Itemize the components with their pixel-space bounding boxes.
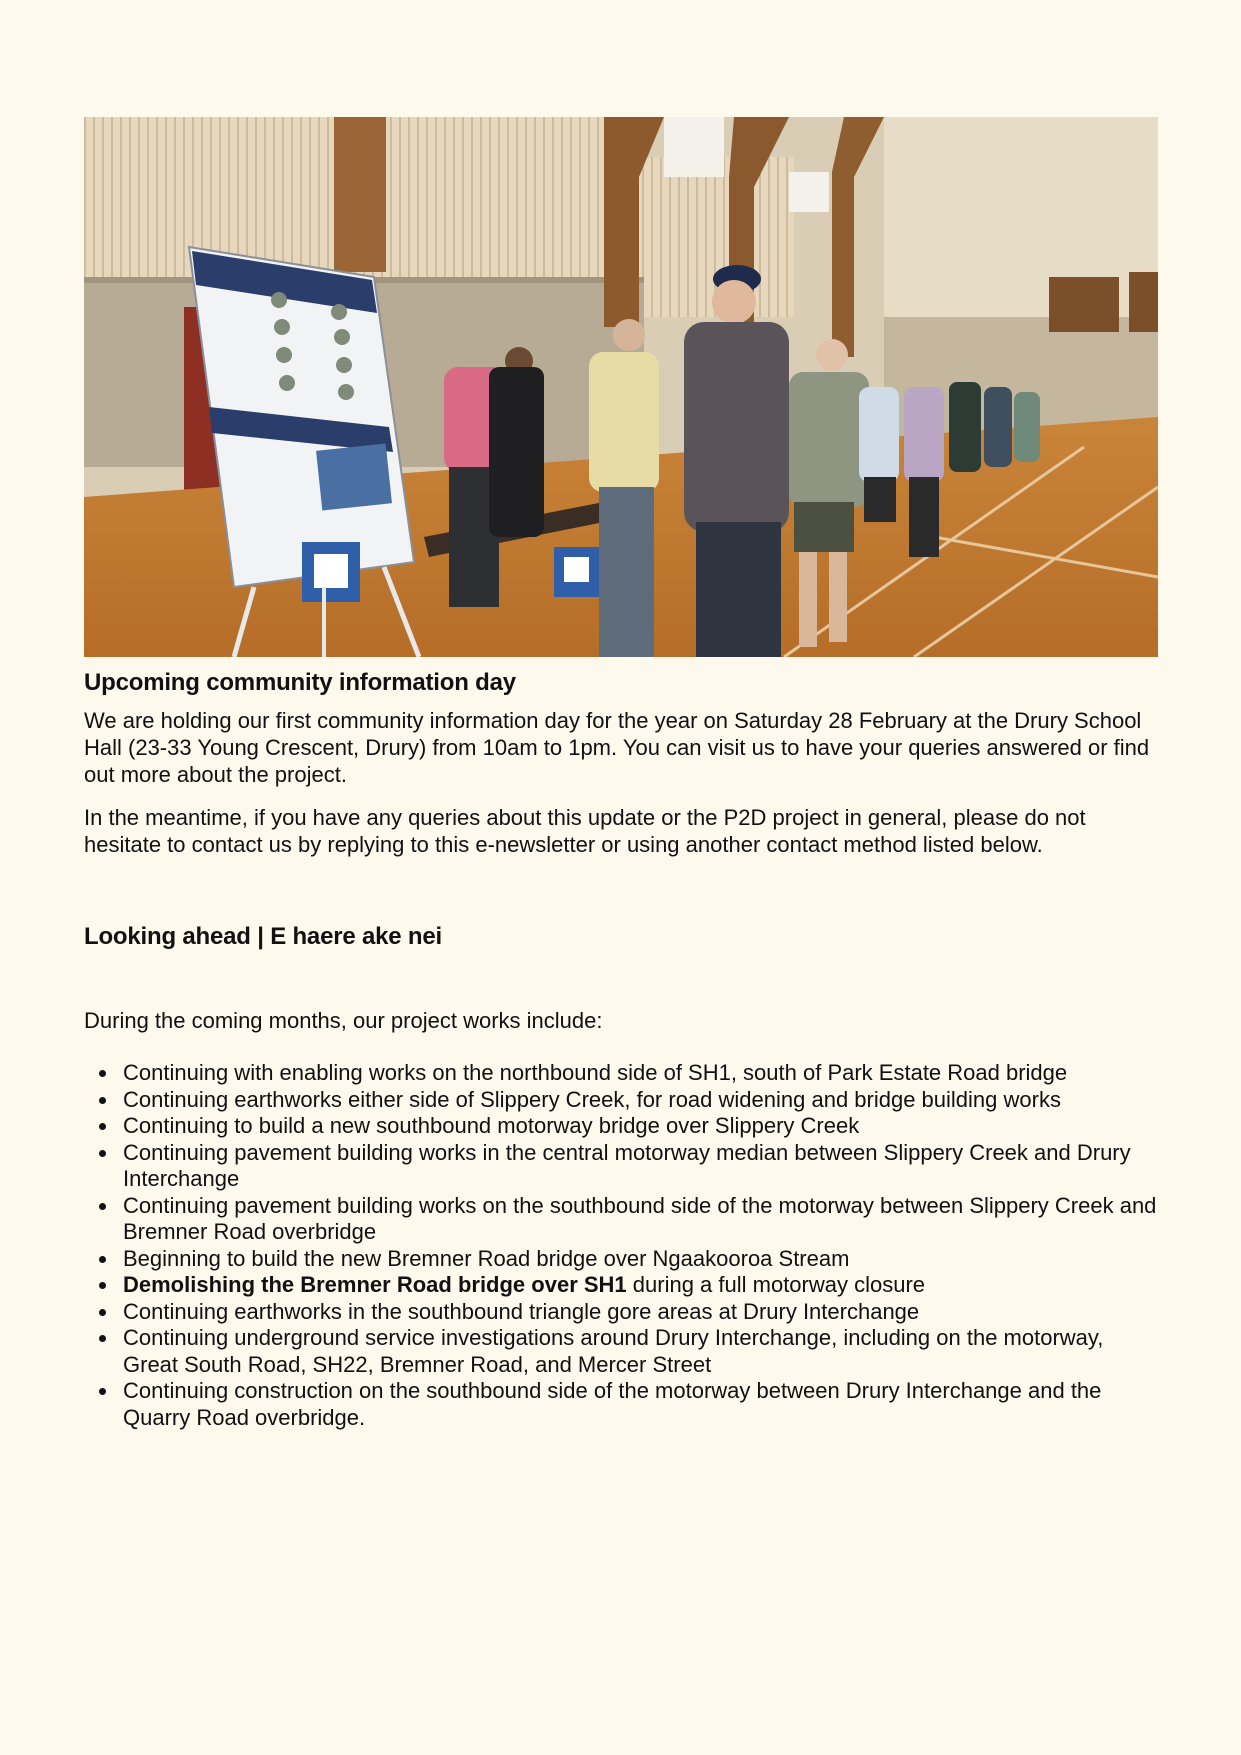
community-event-photo xyxy=(84,117,1158,657)
upcoming-heading: Upcoming community information day xyxy=(84,669,516,696)
page-content xyxy=(84,117,1158,1431)
list-item: Continuing to build a new southbound motorway bridge over Slippery Creek xyxy=(123,1113,1158,1140)
list-item: Continuing pavement building works in the central motorway median between Slippery Creek and Drury Interchange xyxy=(123,1140,1158,1193)
upcoming-paragraph-1: We are holding our first community information day for the year on Saturday 28 February at the Drury School Hall (23-33 Young Crescent, Drury) from 10am to 1pm. You can visit us to have your queries answered or find out more about the project. xyxy=(84,708,1150,787)
list-item: Continuing earthworks in the southbound triangle gore areas at Drury Interchange xyxy=(123,1299,1158,1326)
works-list xyxy=(84,1060,1158,1431)
list-item: Continuing construction on the southbound side of the motorway between Drury Interchange and the Quarry Road overbridge. xyxy=(123,1378,1158,1431)
list-item: Continuing with enabling works on the northbound side of SH1, south of Park Estate Road bridge xyxy=(123,1060,1158,1087)
list-item: Beginning to build the new Bremner Road bridge over Ngaakooroa Stream xyxy=(123,1246,1158,1273)
upcoming-paragraph-2: In the meantime, if you have any queries about this update or the P2D project in general, please do not hesitate to contact us by replying to this e-newsletter or using another contact method listed below. xyxy=(84,805,1086,857)
list-item: Demolishing the Bremner Road bridge over SH1 during a full motorway closure xyxy=(123,1272,1158,1299)
list-item: Continuing earthworks either side of Slippery Creek, for road widening and bridge building works xyxy=(123,1087,1158,1114)
list-item: Continuing pavement building works on the southbound side of the motorway between Slippery Creek and Bremner Road overbridge xyxy=(123,1192,1157,1244)
looking-ahead-intro: During the coming months, our project works include: xyxy=(84,1008,603,1033)
photo-community-event-icon xyxy=(84,117,1158,657)
list-item: Continuing underground service investigations around Drury Interchange, including on the motorway, Great South Road, SH22, Bremner Road, and Mercer Street xyxy=(123,1325,1158,1378)
looking-ahead-heading: Looking ahead | E haere ake nei xyxy=(84,923,442,950)
